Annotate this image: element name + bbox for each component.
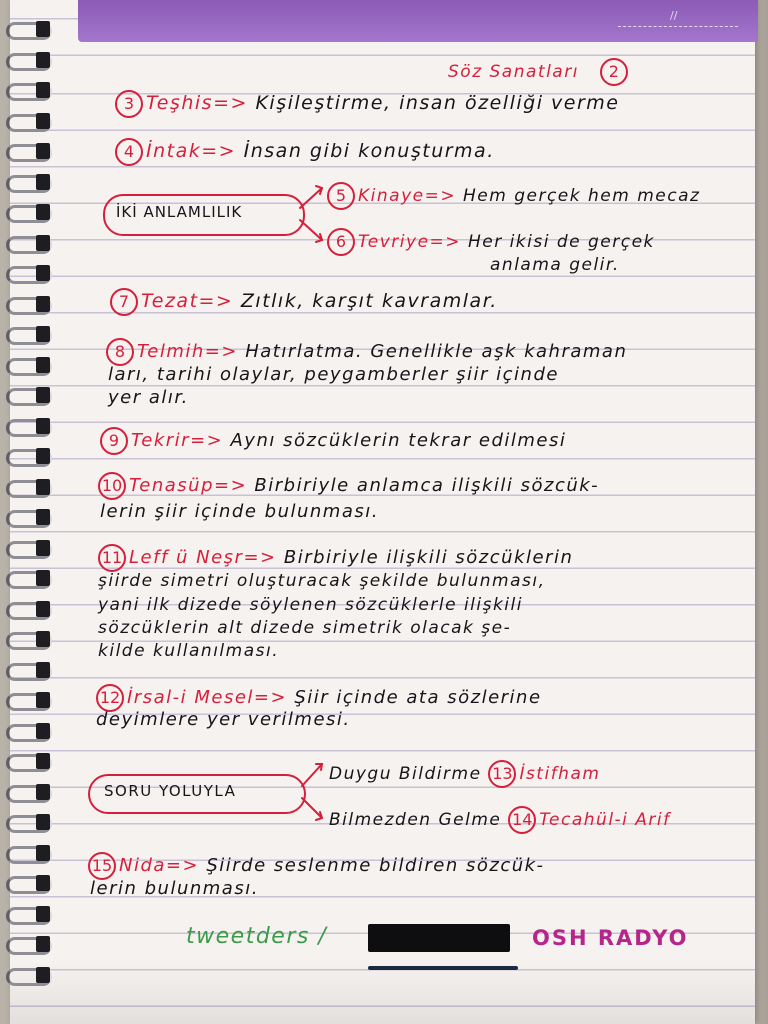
item-definition: Aynı sözcüklerin tekrar edilmesi [230,430,567,451]
footer-brand: OSH RADYO [532,926,689,950]
item-definition: Şiirde seslenme bildiren sözcük- [206,855,545,876]
item-term: Tezat [141,290,199,312]
item-definition: Her ikisi de gerçek [467,232,655,252]
arrow-icon: => [213,92,248,114]
item-number: 4 [115,138,143,166]
item-continuation: yer alır. [108,387,189,408]
arrow-to-duygu-bildirme [302,764,322,786]
item-number: 6 [327,228,355,256]
item-term: Teşhis [146,92,214,114]
arrow-to-kinaye [300,188,322,208]
item-definition: Bilmezden Gelme [329,810,502,830]
arrow-icon: => [204,341,238,362]
item-term: Tecahül-i Arif [539,810,671,830]
item-definition: Hem gerçek hem mecaz [463,186,701,206]
item-continuation: ları, tarihi olaylar, peygamberler şiir içinde [108,364,559,385]
item-continuation: yani ilk dizede söylenen sözcüklerle ilişkili [98,595,523,615]
group-label: İKİ ANLAMLILIK [116,203,243,221]
item-term: Leff ü Neşr [129,547,244,568]
footer-tag: tweetders / [186,924,328,949]
item-number: 9 [100,427,128,455]
arrow-icon: => [424,186,457,206]
item-number: 15 [88,852,116,880]
item-continuation: kilde kullanılması. [98,641,280,661]
item-definition: İnsan gibi konuşturma. [243,140,495,162]
arrow-to-bilmezden-gelme [302,798,322,818]
item-continuation: lerin şiir içinde bulunması. [100,501,379,522]
item-number: 8 [106,338,134,366]
item-term: Tekrir [131,430,191,451]
arrow-icon: => [190,430,224,451]
item-definition: Zıtlık, karşıt kavramlar. [240,290,498,312]
arrow-icon: => [429,232,462,252]
item-definition: Birbiriyle anlamca ilişkili sözcük- [254,475,600,496]
item-continuation: şiirde simetri oluşturacak şekilde bulunması, [98,571,546,591]
arrow-to-tevriye [300,220,322,240]
item-term: İrsal-i Mesel [127,687,254,708]
item-continuation: anlama gelir. [490,255,620,275]
item-definition: Şiir içinde ata sözlerine [294,687,542,708]
title-text: Söz Sanatları [448,62,579,82]
page-number-circle: 2 [600,58,628,86]
item-number: 5 [327,182,355,210]
group-label: SORU YOLUYLA [104,782,237,800]
item-definition: Hatırlatma. Genellikle aşk kahraman [245,341,628,362]
item-definition: Duygu Bildirme [329,764,482,784]
item-term: İstifham [519,764,601,784]
item-term: Telmih [137,341,205,362]
item-number: 14 [508,806,536,834]
arrow-icon: => [165,855,200,876]
item-number: 10 [98,472,126,500]
item-definition: Kişileştirme, insan özelliği verme [255,92,620,114]
item-number: 7 [110,288,138,316]
item-term: Kinaye [358,186,425,206]
item-definition: Birbiriyle ilişkili sözcüklerin [283,547,574,568]
arrow-icon: => [243,547,277,568]
arrow-icon: => [198,290,234,312]
item-term: Nida [119,855,166,876]
item-term: Tevriye [358,232,430,252]
arrow-icon: => [253,687,288,708]
item-number: 3 [115,90,143,118]
item-continuation: sözcüklerin alt dizede simetrik olacak şe- [98,618,512,638]
arrow-icon: => [201,140,237,162]
arrow-icon: => [214,475,248,496]
item-number: 13 [488,760,516,788]
item-continuation: deyimlere yer verilmesi. [96,709,351,730]
item-term: Tenasüp [129,475,214,496]
item-continuation: lerin bulunması. [90,878,259,899]
item-number: 12 [96,684,124,712]
item-term: İntak [146,140,202,162]
item-number: 11 [98,544,126,572]
